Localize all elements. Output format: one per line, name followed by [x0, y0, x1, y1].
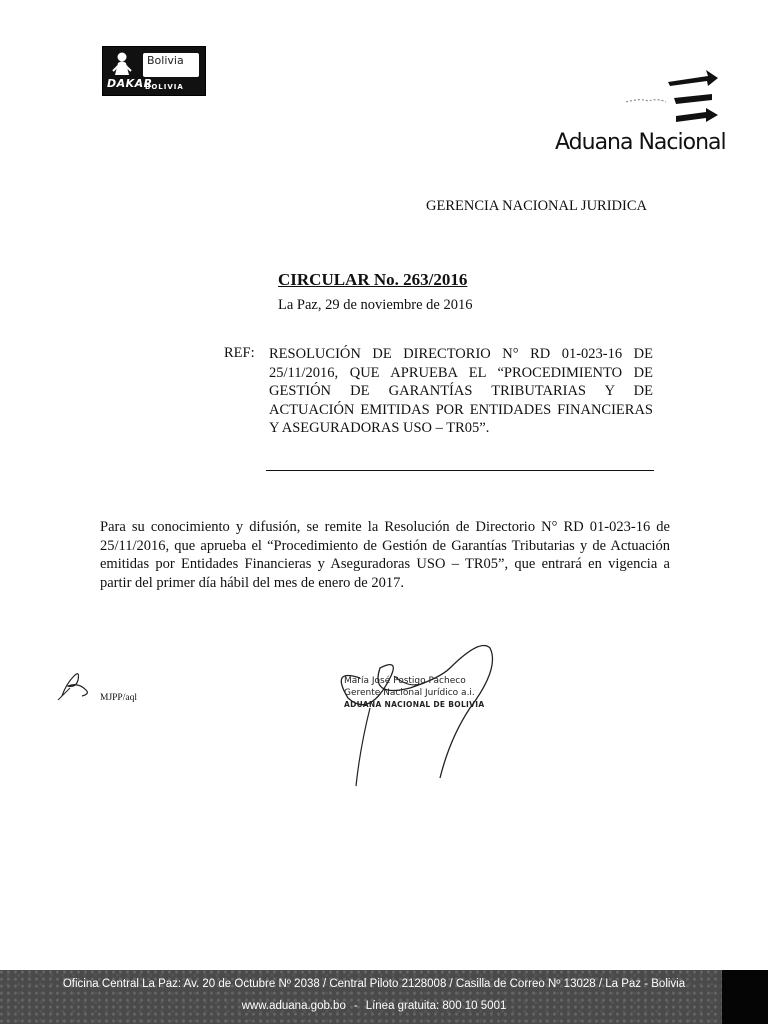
- circular-title: CIRCULAR No. 263/2016: [278, 270, 468, 289]
- dakar-word: DAKAR: [107, 77, 153, 90]
- divider-rule: [266, 470, 654, 471]
- footer-hotline: Línea gratuita: 800 10 5001: [365, 1000, 507, 1012]
- circular-date: La Paz, 29 de noviembre de 2016: [278, 297, 473, 313]
- department-name: GERENCIA NACIONAL JURIDICA: [426, 198, 647, 214]
- aduana-arrows-icon: [618, 68, 722, 128]
- footer-band: [0, 970, 768, 1024]
- ref-label: REF:: [224, 345, 255, 361]
- dakar-bolivia-logo: [102, 46, 206, 96]
- signer-name: María José Postigo Pacheco: [344, 676, 466, 686]
- footer-website: www.aduana.gob.bo: [241, 1000, 346, 1012]
- bolivia-word: Bolivia: [147, 54, 184, 67]
- ref-text: RESOLUCIÓN DE DIRECTORIO N° RD 01-023-16 DE 25/11/2016, QUE APRUEBA EL “PROCEDIMIENTO DE GESTIÓN DE GARANTÍAS TRIBUTARIAS Y DE ACTUACIÓN EMITIDAS POR ENTIDADES FINANCIERAS Y ASEGURADORAS USO – TR05”.: [269, 346, 653, 436]
- handwritten-signature: [330, 638, 500, 788]
- dakar-rider-icon: [109, 51, 135, 77]
- footer-contact: [42, 1000, 706, 1012]
- footer-address: Oficina Central La Paz: Av. 20 de Octubre Nº 2038 / Central Piloto 2128008 / Casilla de Correo Nº 13028 / La Paz - Bolivia: [62, 978, 686, 990]
- aduana-logo-text: Aduana Nacional: [555, 130, 726, 155]
- footer-edge: [722, 970, 768, 1024]
- initials-scribble-icon: [56, 666, 96, 702]
- signer-organization: ADUANA NACIONAL DE BOLIVIA: [344, 700, 485, 709]
- footer-separator: -: [353, 1000, 358, 1012]
- initials-reference: MJPP/aql: [100, 693, 137, 703]
- body-paragraph: Para su conocimiento y difusión, se remite la Resolución de Directorio N° RD 01-023-16 de 25/11/2016, que aprueba el “Procedimiento de Gestión de Garantías Tributarias y de Actuación emitidas por Entidades Financieras y Aseguradoras USO – TR05”, que entrará en vigencia a partir del primer día hábil del mes de enero de 2017.: [100, 519, 670, 591]
- signer-role: Gerente Nacional Jurídico a.i.: [344, 687, 475, 698]
- signature-stamp: [344, 676, 484, 711]
- bolivia-caps: BOLIVIA: [145, 83, 184, 91]
